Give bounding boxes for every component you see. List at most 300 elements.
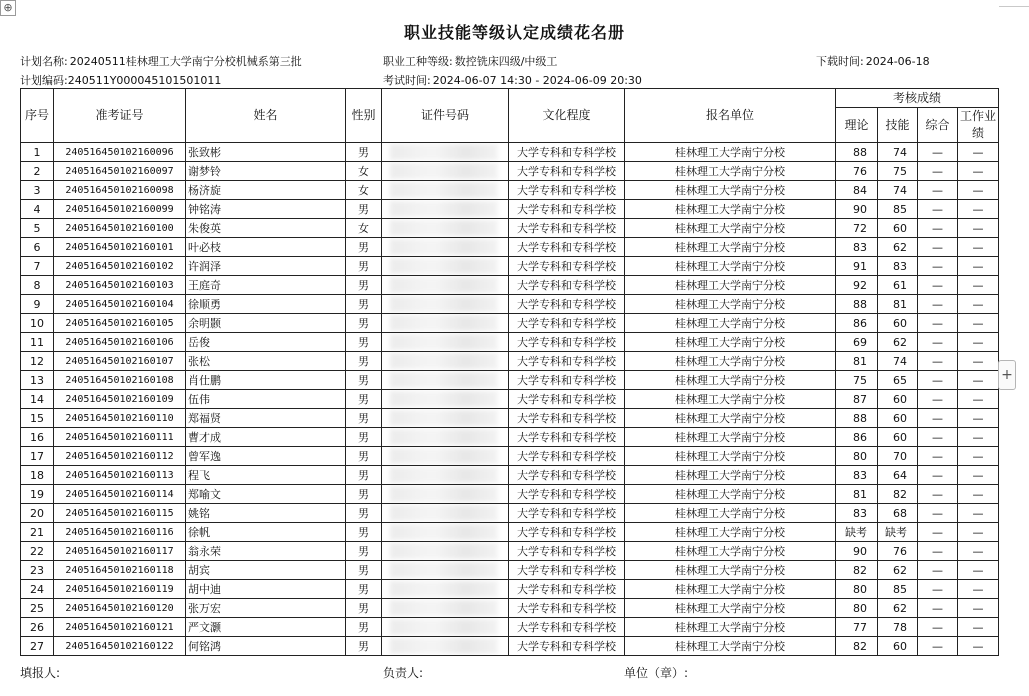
table-row — [21, 523, 999, 542]
row-seq: 24 — [21, 580, 54, 599]
redacted-id-blur — [390, 182, 498, 198]
row-theory: 86 — [836, 428, 878, 447]
row-overall: — — [918, 295, 958, 314]
row-seq: 19 — [21, 485, 54, 504]
row-id-no — [382, 333, 509, 352]
row-theory: 90 — [836, 542, 878, 561]
row-seq: 16 — [21, 428, 54, 447]
row-id-no — [382, 257, 509, 276]
row-skill: 85 — [878, 580, 918, 599]
redacted-id-blur — [390, 391, 498, 407]
row-id-no — [382, 181, 509, 200]
row-work: — — [958, 143, 999, 162]
row-overall: — — [918, 371, 958, 390]
row-name: 肖仕鹏 — [186, 371, 346, 390]
row-theory: 88 — [836, 143, 878, 162]
row-skill: 60 — [878, 314, 918, 333]
row-education: 大学专科和专科学校 — [509, 561, 625, 580]
redacted-id-blur — [390, 239, 498, 255]
row-unit: 桂林理工大学南宁分校 — [625, 409, 836, 428]
row-education: 大学专科和专科学校 — [509, 504, 625, 523]
row-overall: — — [918, 561, 958, 580]
row-name: 叶必枝 — [186, 238, 346, 257]
redacted-id-blur — [390, 486, 498, 502]
footer-responsible: 负责人: — [383, 666, 424, 680]
row-work: — — [958, 257, 999, 276]
row-education: 大学专科和专科学校 — [509, 409, 625, 428]
row-name: 姚铭 — [186, 504, 346, 523]
row-theory: 83 — [836, 238, 878, 257]
exam-time-label: 考试时间: — [383, 74, 431, 87]
row-exam-no: 240516450102160103 — [54, 276, 186, 295]
row-skill: 61 — [878, 276, 918, 295]
row-gender: 男 — [346, 143, 382, 162]
header-unit: 报名单位 — [625, 89, 836, 143]
row-work: — — [958, 618, 999, 637]
row-gender: 男 — [346, 428, 382, 447]
row-exam-no: 240516450102160105 — [54, 314, 186, 333]
row-exam-no: 240516450102160102 — [54, 257, 186, 276]
table-row — [21, 295, 999, 314]
redacted-id-blur — [390, 201, 498, 217]
row-name: 岳俊 — [186, 333, 346, 352]
row-skill: 60 — [878, 637, 918, 656]
row-theory: 81 — [836, 352, 878, 371]
redacted-id-blur — [390, 505, 498, 521]
table-row — [21, 637, 999, 656]
row-theory: 69 — [836, 333, 878, 352]
row-theory: 76 — [836, 162, 878, 181]
table-row — [21, 390, 999, 409]
row-theory: 87 — [836, 390, 878, 409]
row-education: 大学专科和专科学校 — [509, 485, 625, 504]
row-overall: — — [918, 219, 958, 238]
row-unit: 桂林理工大学南宁分校 — [625, 542, 836, 561]
row-seq: 10 — [21, 314, 54, 333]
row-unit: 桂林理工大学南宁分校 — [625, 485, 836, 504]
row-overall: — — [918, 352, 958, 371]
row-unit: 桂林理工大学南宁分校 — [625, 618, 836, 637]
header-skill: 技能 — [878, 108, 918, 143]
row-education: 大学专科和专科学校 — [509, 523, 625, 542]
row-exam-no: 240516450102160114 — [54, 485, 186, 504]
row-gender: 男 — [346, 599, 382, 618]
redacted-id-blur — [390, 638, 498, 654]
row-skill: 64 — [878, 466, 918, 485]
table-row — [21, 238, 999, 257]
row-skill: 62 — [878, 333, 918, 352]
row-theory: 92 — [836, 276, 878, 295]
row-education: 大学专科和专科学校 — [509, 200, 625, 219]
row-skill: 60 — [878, 409, 918, 428]
job-label: 职业工种等级: — [383, 55, 453, 68]
row-skill: 76 — [878, 542, 918, 561]
header-seq: 序号 — [21, 89, 54, 143]
row-skill: 83 — [878, 257, 918, 276]
row-id-no — [382, 143, 509, 162]
redacted-id-blur — [390, 543, 498, 559]
table-row — [21, 276, 999, 295]
row-education: 大学专科和专科学校 — [509, 542, 625, 561]
table-row — [21, 333, 999, 352]
row-id-no — [382, 637, 509, 656]
row-skill: 78 — [878, 618, 918, 637]
row-seq: 7 — [21, 257, 54, 276]
row-unit: 桂林理工大学南宁分校 — [625, 238, 836, 257]
row-exam-no: 240516450102160101 — [54, 238, 186, 257]
row-gender: 女 — [346, 162, 382, 181]
row-gender: 男 — [346, 447, 382, 466]
row-id-no — [382, 295, 509, 314]
row-unit: 桂林理工大学南宁分校 — [625, 181, 836, 200]
row-name: 胡中迪 — [186, 580, 346, 599]
redacted-id-blur — [390, 220, 498, 236]
row-skill: 60 — [878, 390, 918, 409]
row-work: — — [958, 580, 999, 599]
redacted-id-blur — [390, 410, 498, 426]
row-work: — — [958, 561, 999, 580]
row-work: — — [958, 200, 999, 219]
table-row — [21, 447, 999, 466]
row-gender: 男 — [346, 295, 382, 314]
row-id-no — [382, 599, 509, 618]
table-row — [21, 504, 999, 523]
exam-time-line — [383, 72, 642, 88]
row-name: 伍伟 — [186, 390, 346, 409]
row-gender: 男 — [346, 238, 382, 257]
table-row — [21, 371, 999, 390]
row-seq: 5 — [21, 219, 54, 238]
row-skill: 62 — [878, 561, 918, 580]
plan-name-label: 计划名称: — [20, 55, 68, 68]
row-seq: 2 — [21, 162, 54, 181]
row-name: 徐帆 — [186, 523, 346, 542]
row-overall: — — [918, 276, 958, 295]
row-gender: 男 — [346, 523, 382, 542]
row-seq: 14 — [21, 390, 54, 409]
row-id-no — [382, 580, 509, 599]
redacted-id-blur — [390, 467, 498, 483]
row-unit: 桂林理工大学南宁分校 — [625, 447, 836, 466]
job-line — [383, 53, 557, 69]
row-theory: 缺考 — [836, 523, 878, 542]
row-theory: 91 — [836, 257, 878, 276]
redacted-id-blur — [390, 277, 498, 293]
row-id-no — [382, 523, 509, 542]
row-theory: 77 — [836, 618, 878, 637]
redacted-id-blur — [390, 524, 498, 540]
exam-time-value: 2024-06-07 14:30 - 2024-06-09 20:30 — [432, 74, 642, 87]
row-name: 郑福贤 — [186, 409, 346, 428]
row-work: — — [958, 371, 999, 390]
row-overall: — — [918, 504, 958, 523]
row-seq: 8 — [21, 276, 54, 295]
row-id-no — [382, 485, 509, 504]
table-row — [21, 162, 999, 181]
row-name: 严文灏 — [186, 618, 346, 637]
row-exam-no: 240516450102160099 — [54, 200, 186, 219]
row-theory: 88 — [836, 295, 878, 314]
row-work: — — [958, 219, 999, 238]
row-exam-no: 240516450102160122 — [54, 637, 186, 656]
redacted-id-blur — [390, 372, 498, 388]
row-gender: 男 — [346, 580, 382, 599]
row-name: 杨济旋 — [186, 181, 346, 200]
row-work: — — [958, 428, 999, 447]
row-work: — — [958, 485, 999, 504]
row-seq: 27 — [21, 637, 54, 656]
row-unit: 桂林理工大学南宁分校 — [625, 276, 836, 295]
row-seq: 17 — [21, 447, 54, 466]
table-row — [21, 428, 999, 447]
row-skill: 82 — [878, 485, 918, 504]
row-id-no — [382, 561, 509, 580]
row-overall: — — [918, 390, 958, 409]
row-unit: 桂林理工大学南宁分校 — [625, 599, 836, 618]
row-theory: 88 — [836, 409, 878, 428]
table-move-handle-icon[interactable]: ⊕ — [0, 0, 16, 16]
row-exam-no: 240516450102160117 — [54, 542, 186, 561]
row-theory: 81 — [836, 485, 878, 504]
row-gender: 男 — [346, 276, 382, 295]
row-seq: 15 — [21, 409, 54, 428]
row-skill: 62 — [878, 238, 918, 257]
row-work: — — [958, 238, 999, 257]
table-row — [21, 599, 999, 618]
row-education: 大学专科和专科学校 — [509, 637, 625, 656]
row-seq: 20 — [21, 504, 54, 523]
row-exam-no: 240516450102160096 — [54, 143, 186, 162]
row-exam-no: 240516450102160104 — [54, 295, 186, 314]
row-overall: — — [918, 618, 958, 637]
redacted-id-blur — [390, 315, 498, 331]
row-seq: 6 — [21, 238, 54, 257]
row-seq: 4 — [21, 200, 54, 219]
redacted-id-blur — [390, 334, 498, 350]
row-unit: 桂林理工大学南宁分校 — [625, 200, 836, 219]
table-row — [21, 314, 999, 333]
row-id-no — [382, 428, 509, 447]
row-name: 张万宏 — [186, 599, 346, 618]
table-row — [21, 542, 999, 561]
row-gender: 男 — [346, 618, 382, 637]
row-education: 大学专科和专科学校 — [509, 143, 625, 162]
row-name: 郑喻文 — [186, 485, 346, 504]
plan-code-label: 计划编码: — [20, 74, 68, 87]
row-overall: — — [918, 143, 958, 162]
row-work: — — [958, 390, 999, 409]
table-row — [21, 466, 999, 485]
plan-name-value: 20240511桂林理工大学南宁分校机械系第三批 — [69, 55, 302, 68]
redacted-id-blur — [390, 429, 498, 445]
row-overall: — — [918, 200, 958, 219]
row-seq: 21 — [21, 523, 54, 542]
row-seq: 1 — [21, 143, 54, 162]
row-unit: 桂林理工大学南宁分校 — [625, 561, 836, 580]
row-work: — — [958, 523, 999, 542]
row-gender: 男 — [346, 542, 382, 561]
row-overall: — — [918, 523, 958, 542]
table-row — [21, 181, 999, 200]
row-education: 大学专科和专科学校 — [509, 276, 625, 295]
row-theory: 72 — [836, 219, 878, 238]
row-theory: 80 — [836, 447, 878, 466]
row-id-no — [382, 162, 509, 181]
table-row — [21, 580, 999, 599]
row-id-no — [382, 371, 509, 390]
redacted-id-blur — [390, 448, 498, 464]
row-overall: — — [918, 409, 958, 428]
row-exam-no: 240516450102160116 — [54, 523, 186, 542]
row-overall: — — [918, 447, 958, 466]
row-exam-no: 240516450102160120 — [54, 599, 186, 618]
row-gender: 男 — [346, 257, 382, 276]
header-theory: 理论 — [836, 108, 878, 143]
row-name: 曹才成 — [186, 428, 346, 447]
row-seq: 23 — [21, 561, 54, 580]
row-unit: 桂林理工大学南宁分校 — [625, 314, 836, 333]
row-overall: — — [918, 238, 958, 257]
row-gender: 男 — [346, 504, 382, 523]
row-id-no — [382, 314, 509, 333]
row-theory: 83 — [836, 504, 878, 523]
plan-code-value: 240511Y000045101501011 — [67, 74, 222, 87]
row-name: 胡宾 — [186, 561, 346, 580]
document-title: 职业技能等级认定成绩花名册 — [403, 23, 625, 42]
row-name: 朱俊英 — [186, 219, 346, 238]
redacted-id-blur — [390, 600, 498, 616]
row-work: — — [958, 504, 999, 523]
row-education: 大学专科和专科学校 — [509, 618, 625, 637]
row-work: — — [958, 333, 999, 352]
row-overall: — — [918, 580, 958, 599]
redacted-id-blur — [390, 144, 498, 160]
row-id-no — [382, 200, 509, 219]
row-unit: 桂林理工大学南宁分校 — [625, 466, 836, 485]
redacted-id-blur — [390, 619, 498, 635]
row-education: 大学专科和专科学校 — [509, 466, 625, 485]
row-skill: 62 — [878, 599, 918, 618]
row-gender: 女 — [346, 219, 382, 238]
row-id-no — [382, 542, 509, 561]
row-name: 翁永荣 — [186, 542, 346, 561]
row-gender: 男 — [346, 333, 382, 352]
row-theory: 86 — [836, 314, 878, 333]
add-page-button[interactable]: + — [998, 360, 1016, 390]
row-gender: 男 — [346, 352, 382, 371]
row-education: 大学专科和专科学校 — [509, 295, 625, 314]
row-education: 大学专科和专科学校 — [509, 162, 625, 181]
row-theory: 84 — [836, 181, 878, 200]
row-name: 徐顺勇 — [186, 295, 346, 314]
page-corner-mark — [999, 6, 1029, 7]
row-theory: 75 — [836, 371, 878, 390]
row-exam-no: 240516450102160107 — [54, 352, 186, 371]
footer-unit-seal: 单位（章）: — [624, 666, 689, 680]
row-work: — — [958, 162, 999, 181]
row-id-no — [382, 447, 509, 466]
row-name: 程飞 — [186, 466, 346, 485]
row-skill: 70 — [878, 447, 918, 466]
row-exam-no: 240516450102160113 — [54, 466, 186, 485]
row-name: 钟铭涛 — [186, 200, 346, 219]
row-id-no — [382, 618, 509, 637]
row-work: — — [958, 542, 999, 561]
row-seq: 25 — [21, 599, 54, 618]
row-education: 大学专科和专科学校 — [509, 314, 625, 333]
row-gender: 男 — [346, 466, 382, 485]
row-name: 王庭奇 — [186, 276, 346, 295]
row-id-no — [382, 504, 509, 523]
row-education: 大学专科和专科学校 — [509, 257, 625, 276]
row-education: 大学专科和专科学校 — [509, 599, 625, 618]
row-skill: 68 — [878, 504, 918, 523]
header-id-no: 证件号码 — [382, 89, 509, 143]
row-id-no — [382, 390, 509, 409]
table-row — [21, 257, 999, 276]
row-unit: 桂林理工大学南宁分校 — [625, 390, 836, 409]
row-exam-no: 240516450102160100 — [54, 219, 186, 238]
table-row — [21, 618, 999, 637]
header-work: 工作业绩 — [958, 108, 999, 143]
row-gender: 男 — [346, 200, 382, 219]
table-row — [21, 561, 999, 580]
row-education: 大学专科和专科学校 — [509, 219, 625, 238]
table-body — [21, 143, 999, 656]
row-gender: 男 — [346, 390, 382, 409]
row-exam-no: 240516450102160115 — [54, 504, 186, 523]
row-theory: 83 — [836, 466, 878, 485]
row-skill: 85 — [878, 200, 918, 219]
row-seq: 18 — [21, 466, 54, 485]
row-name: 曾军逸 — [186, 447, 346, 466]
row-overall: — — [918, 333, 958, 352]
row-seq: 11 — [21, 333, 54, 352]
row-work: — — [958, 181, 999, 200]
row-exam-no: 240516450102160106 — [54, 333, 186, 352]
row-unit: 桂林理工大学南宁分校 — [625, 352, 836, 371]
row-work: — — [958, 409, 999, 428]
row-unit: 桂林理工大学南宁分校 — [625, 428, 836, 447]
row-unit: 桂林理工大学南宁分校 — [625, 523, 836, 542]
row-unit: 桂林理工大学南宁分校 — [625, 143, 836, 162]
download-label: 下载时间: — [816, 55, 864, 68]
redacted-id-blur — [390, 296, 498, 312]
header-exam-no: 准考证号 — [54, 89, 186, 143]
row-work: — — [958, 599, 999, 618]
row-theory: 82 — [836, 561, 878, 580]
row-unit: 桂林理工大学南宁分校 — [625, 333, 836, 352]
header-education: 文化程度 — [509, 89, 625, 143]
row-education: 大学专科和专科学校 — [509, 580, 625, 599]
row-education: 大学专科和专科学校 — [509, 333, 625, 352]
row-skill: 缺考 — [878, 523, 918, 542]
redacted-id-blur — [390, 163, 498, 179]
row-theory: 90 — [836, 200, 878, 219]
row-skill: 60 — [878, 428, 918, 447]
footer-filler: 填报人: — [20, 666, 61, 680]
row-unit: 桂林理工大学南宁分校 — [625, 637, 836, 656]
header-overall: 综合 — [918, 108, 958, 143]
row-theory: 80 — [836, 580, 878, 599]
row-id-no — [382, 238, 509, 257]
row-work: — — [958, 466, 999, 485]
row-education: 大学专科和专科学校 — [509, 238, 625, 257]
row-exam-no: 240516450102160110 — [54, 409, 186, 428]
row-overall: — — [918, 257, 958, 276]
row-seq: 22 — [21, 542, 54, 561]
header-gender: 性别 — [346, 89, 382, 143]
